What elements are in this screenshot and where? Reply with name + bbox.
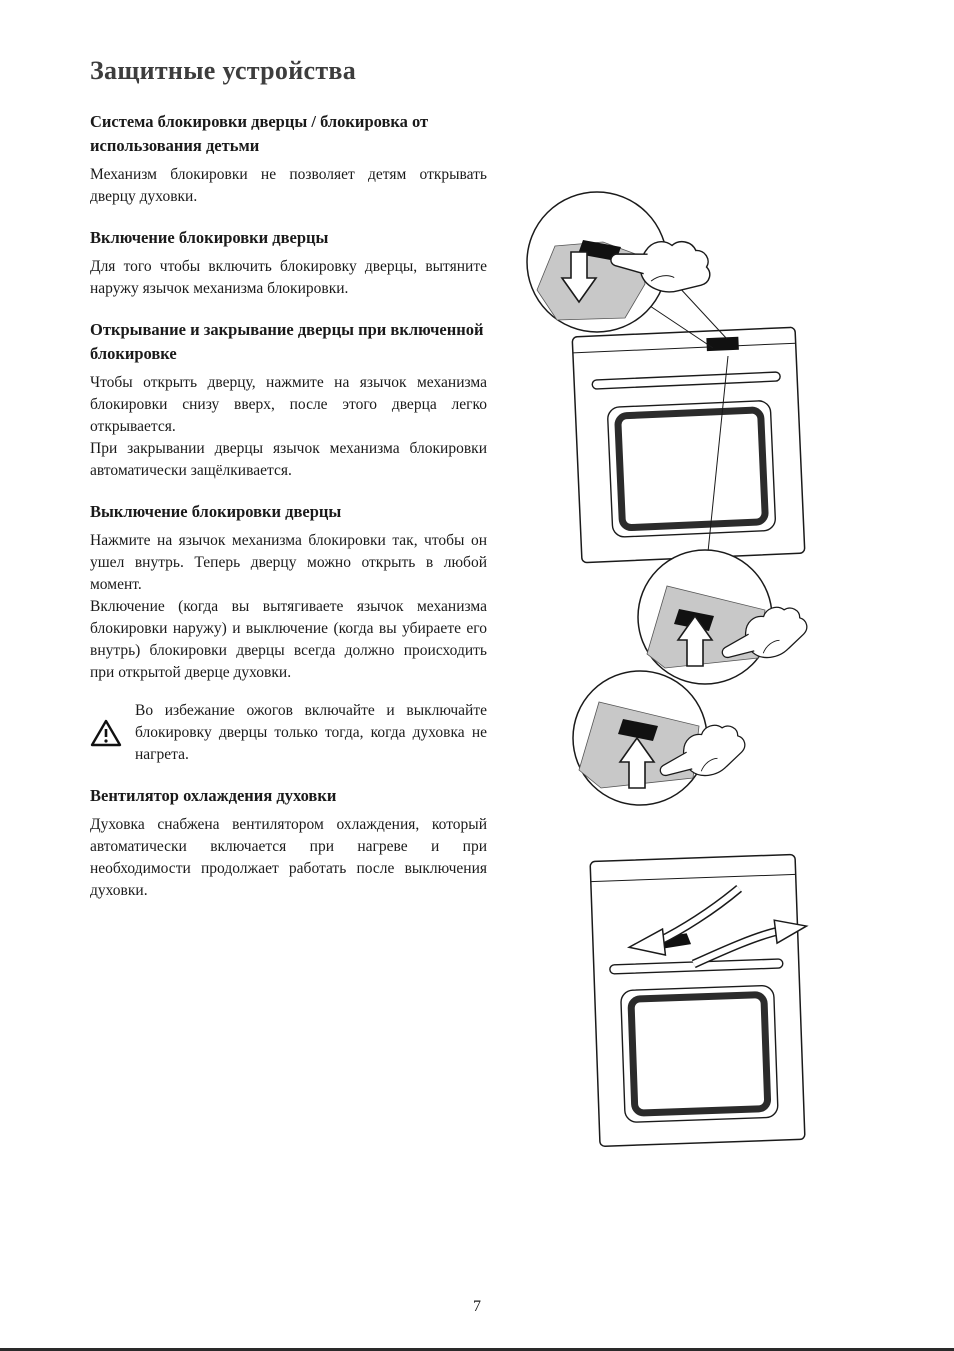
lock-enable-inset <box>527 192 716 332</box>
paragraph: Для того чтобы включить блокировку дверцы, вытяните наружу язычок механизма блокировки. <box>90 258 487 297</box>
page-number: 7 <box>473 1298 481 1315</box>
oven-front-drawing <box>572 327 805 563</box>
section-heading: Система блокировки дверцы / блокировка от использования детьми <box>90 112 429 155</box>
section-door-lock-system <box>90 110 487 208</box>
page-title: Защитные устройства <box>90 56 357 85</box>
paragraph: Включение (когда вы вытягиваете язычок механизма блокировки наружу) и выключение (когда вы убираете его внутрь) блокировки дверцы всегда должно происходить при открытой дверце духовки. <box>90 598 487 681</box>
section-heading: Вентилятор охлаждения духовки <box>90 786 337 805</box>
section-lock-enable <box>90 226 487 300</box>
paragraph: Чтобы открыть дверцу, нажмите на язычок механизма блокировки снизу вверх, после этого дверца легко открывается. <box>90 374 487 435</box>
oven-cooling-drawing <box>590 854 814 1146</box>
warning-note <box>90 700 487 766</box>
section-open-close-locked <box>90 318 487 482</box>
warning-icon <box>90 718 122 748</box>
lock-tab <box>706 337 739 351</box>
section-lock-disable <box>90 500 487 684</box>
section-heading: Включение блокировки дверцы <box>90 228 329 247</box>
text-column <box>90 106 487 902</box>
illustrations <box>515 190 835 1160</box>
paragraph: Механизм блокировки не позволяет детям открывать дверцу духовки. <box>90 166 487 205</box>
lock-disable-inset <box>573 671 751 805</box>
warning-text: Во избежание ожогов включайте и выключайте блокировку дверцы только тогда, когда духовка не нагрета. <box>135 702 487 763</box>
lock-open-inset <box>638 550 813 684</box>
paragraph: Нажмите на язычок механизма блокировки так, чтобы он ушел внутрь. Теперь дверцу можно открыть в любой момент. <box>90 532 487 593</box>
section-heading: Открывание и закрывание дверцы при включенной блокировке <box>90 320 484 363</box>
paragraph: Духовка снабжена вентилятором охлаждения, который автоматически включается при нагреве и при необходимости продолжает работать после выключения духовки. <box>90 816 487 899</box>
section-cooling-fan <box>90 784 487 902</box>
paragraph: При закрывании дверцы язычок механизма блокировки автоматически защёлкивается. <box>90 440 487 479</box>
section-heading: Выключение блокировки дверцы <box>90 502 342 521</box>
